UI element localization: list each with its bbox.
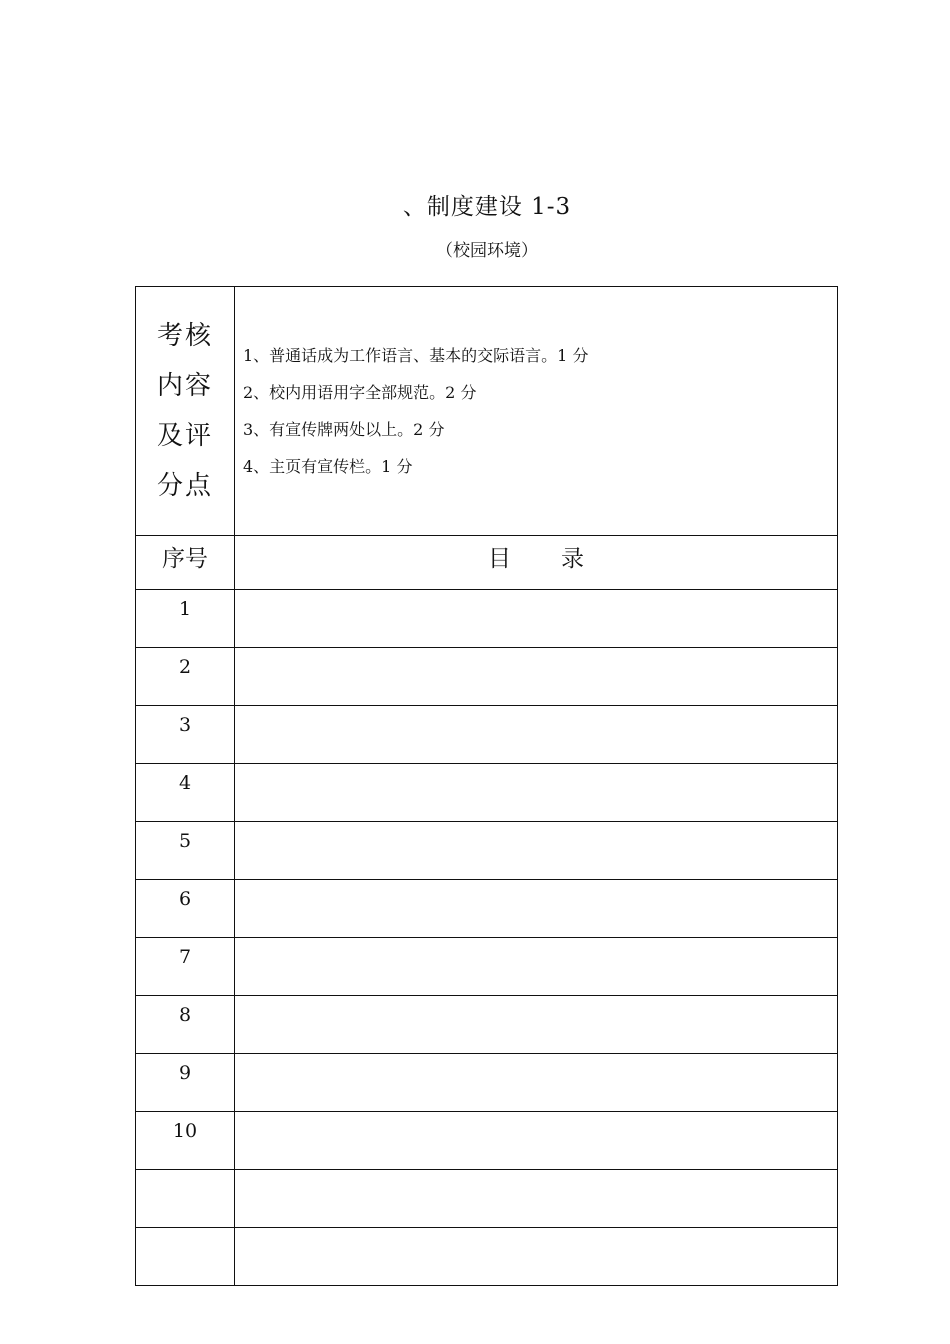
criteria-item: 4、主页有宣传栏。1 分 [243, 457, 413, 476]
criteria-item: 2、校内用语用字全部规范。2 分 [243, 383, 477, 402]
header-directory [235, 536, 838, 590]
document-subtitle: （校园环境） [436, 241, 538, 261]
table-row [136, 1228, 838, 1286]
row-content[interactable] [235, 1054, 838, 1112]
row-content[interactable] [235, 1112, 838, 1170]
document-title: 、制度建设 1-3 [402, 194, 572, 220]
row-number: 3 [136, 706, 235, 764]
table-header-row [136, 536, 838, 590]
table-row [136, 996, 838, 1054]
criteria-list-cell [235, 287, 838, 536]
header-directory-char: 录 [561, 546, 584, 572]
criteria-item: 3、有宣传牌两处以上。2 分 [243, 420, 445, 439]
table-row [136, 590, 838, 648]
row-content[interactable] [235, 590, 838, 648]
row-content[interactable] [235, 1170, 838, 1228]
row-number: 6 [136, 880, 235, 938]
row-content[interactable] [235, 938, 838, 996]
row-number: 9 [136, 1054, 235, 1112]
row-number [136, 1170, 235, 1228]
criteria-label-line: 分点 [156, 471, 213, 501]
row-content[interactable] [235, 764, 838, 822]
row-number: 8 [136, 996, 235, 1054]
table-row [136, 822, 838, 880]
assessment-table [135, 286, 838, 1286]
criteria-row [136, 287, 838, 536]
row-content[interactable] [235, 1228, 838, 1286]
criteria-item: 1、普通话成为工作语言、基本的交际语言。1 分 [243, 346, 589, 365]
table-row [136, 648, 838, 706]
table-row [136, 1170, 838, 1228]
criteria-label-cell [136, 287, 235, 536]
row-number: 7 [136, 938, 235, 996]
criteria-label-line: 考核 [156, 321, 213, 351]
row-number: 10 [136, 1112, 235, 1170]
row-number: 5 [136, 822, 235, 880]
row-content[interactable] [235, 648, 838, 706]
row-number: 2 [136, 648, 235, 706]
table-row [136, 764, 838, 822]
row-number: 4 [136, 764, 235, 822]
row-content[interactable] [235, 822, 838, 880]
table-row [136, 1112, 838, 1170]
header-directory-char: 目 [488, 546, 511, 572]
table-row [136, 706, 838, 764]
header-number: 序号 [136, 536, 235, 590]
row-content[interactable] [235, 880, 838, 938]
row-number: 1 [136, 590, 235, 648]
table-row [136, 880, 838, 938]
row-content[interactable] [235, 706, 838, 764]
table-row [136, 1054, 838, 1112]
row-content[interactable] [235, 996, 838, 1054]
criteria-label-line: 及评 [156, 421, 213, 451]
criteria-label-line: 内容 [156, 371, 213, 401]
row-number [136, 1228, 235, 1286]
table-row [136, 938, 838, 996]
